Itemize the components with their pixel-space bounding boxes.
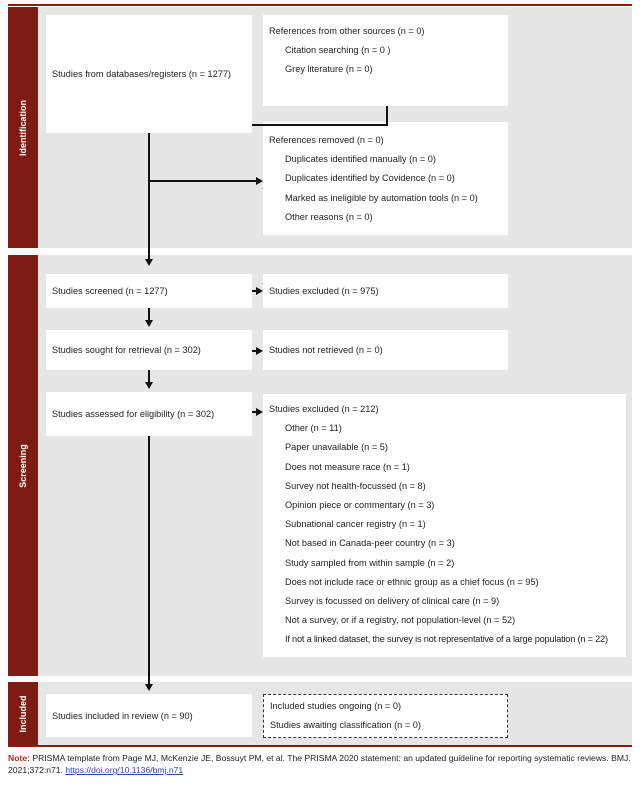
box-title: References from other sources (n = 0)	[269, 26, 425, 36]
flow-line	[148, 308, 150, 320]
arrow-right-icon	[256, 177, 263, 185]
not-retrieved-box: Studies not retrieved (n = 0)	[263, 330, 508, 370]
list-item: Subnational cancer registry (n = 1)	[285, 519, 426, 530]
bottom-rule	[8, 745, 632, 747]
flow-line	[148, 436, 150, 684]
list-item: Duplicates identified manually (n = 0)	[285, 154, 436, 165]
screening-label: Screening	[8, 255, 38, 676]
flow-line	[148, 133, 150, 259]
box-title: References removed (n = 0)	[269, 135, 384, 145]
list-item: Included studies ongoing (n = 0)	[270, 701, 402, 711]
arrow-down-icon	[145, 259, 153, 266]
list-item: Study sampled from within sample (n = 2)	[285, 557, 455, 568]
arrow-down-icon	[145, 684, 153, 691]
screened-box: Studies screened (n = 1277)	[46, 274, 252, 308]
arrow-right-icon	[256, 287, 263, 295]
arrow-down-icon	[145, 382, 153, 389]
sought-box: Studies sought for retrieval (n = 302)	[46, 330, 252, 370]
arrow-right-icon	[256, 408, 263, 416]
databases-box: Studies from databases/registers (n = 1277)	[46, 15, 252, 133]
included-review-box: Studies included in review (n = 90)	[46, 694, 252, 737]
arrow-down-icon	[145, 320, 153, 327]
identification-label: Identification	[8, 7, 38, 248]
list-item: Not based in Canada-peer country (n = 3)	[285, 538, 455, 549]
list-item: Opinion piece or commentary (n = 3)	[285, 499, 435, 510]
list-item: Does not include race or ethnic group as a chief focus (n = 95)	[285, 576, 539, 587]
list-item: Citation searching (n = 0 )	[285, 45, 391, 56]
connector	[148, 180, 256, 182]
box-title: Studies excluded (n = 212)	[269, 404, 379, 414]
assessed-box: Studies assessed for eligibility (n = 302)	[46, 392, 252, 436]
included-label: Included	[8, 682, 38, 745]
list-item: Survey not health-focussed (n = 8)	[285, 480, 426, 491]
list-item: Studies awaiting classification (n = 0)	[270, 720, 421, 731]
note-text: PRISMA template from Page MJ, McKenzie JE, Bossuyt PM, et al. The PRISMA 2020 statement: an updated guideline for reporting systematic reviews. BMJ. 2021;372:n71.	[8, 753, 631, 775]
list-item: Marked as ineligible by automation tools (n = 0)	[285, 192, 478, 203]
list-item: Paper unavailable (n = 5)	[285, 442, 388, 453]
flow-line	[148, 370, 150, 382]
list-item: Duplicates identified by Covidence (n = 0)	[285, 173, 455, 184]
references-removed-box	[263, 122, 508, 235]
list-item: If not a linked dataset, the survey is not representative of a large population (n = 22)	[285, 634, 608, 645]
list-item: Does not measure race (n = 1)	[285, 461, 410, 472]
list-item: Survey is focussed on delivery of clinical care (n = 9)	[285, 595, 500, 606]
note-label: Note:	[8, 753, 30, 763]
doi-link[interactable]: https://doi.org/10.1136/bmj.n71	[65, 765, 184, 775]
list-item: Other (n = 11)	[285, 423, 342, 434]
list-item: Grey literature (n = 0)	[285, 64, 373, 75]
connector	[386, 106, 388, 126]
top-rule	[8, 4, 632, 6]
connector	[252, 124, 387, 126]
list-item: Not a survey, or if a registry, not population-level (n = 52)	[285, 615, 516, 626]
other-sources-box	[263, 15, 508, 106]
excluded-box: Studies excluded (n = 975)	[263, 274, 508, 308]
list-item: Other reasons (n = 0)	[285, 211, 373, 222]
arrow-right-icon	[256, 347, 263, 355]
excluded-eligibility-box	[263, 394, 626, 657]
footnote	[8, 752, 632, 776]
ongoing-awaiting-box	[263, 694, 508, 738]
